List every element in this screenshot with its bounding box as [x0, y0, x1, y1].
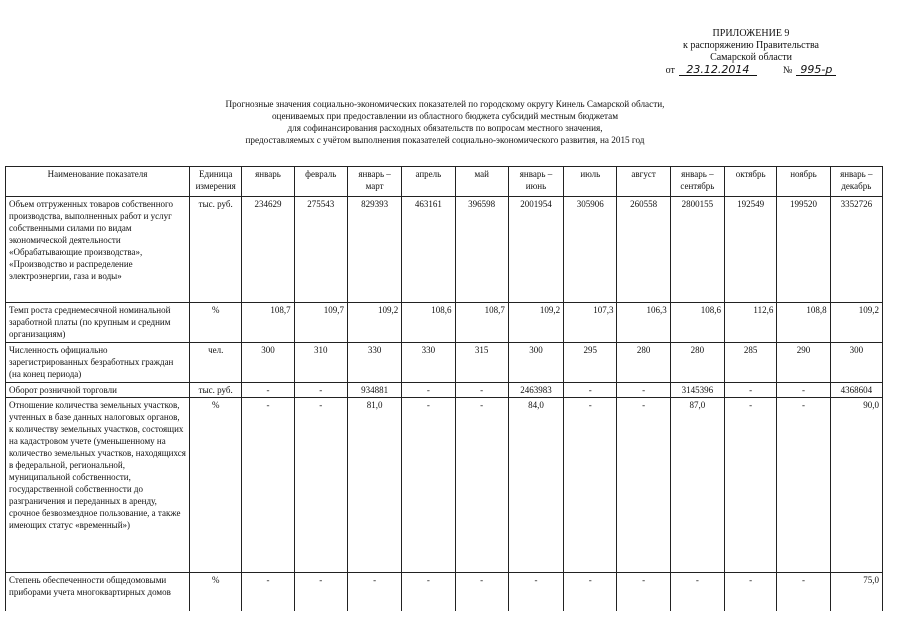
value-cell: -	[617, 573, 670, 611]
indicator-name: Численность официально зарегистрированных безработных граждан (на конец периода)	[6, 343, 190, 383]
value-cell: -	[455, 573, 508, 611]
value-cell: 4368604	[830, 383, 882, 398]
indicator-unit: %	[190, 398, 242, 573]
date-prefix: от	[665, 65, 675, 76]
value-cell: 108,6	[402, 303, 455, 343]
value-cell: 285	[725, 343, 777, 383]
value-cell: -	[294, 383, 347, 398]
value-cell: -	[564, 383, 617, 398]
table-row	[6, 197, 883, 303]
handwritten-date: 23.12.2014	[679, 64, 757, 76]
header-month: май	[455, 167, 508, 197]
value-cell: 109,2	[830, 303, 882, 343]
indicator-name: Оборот розничной торговли	[6, 383, 190, 398]
header-indicator-name: Наименование показателя	[6, 167, 190, 197]
value-cell: 108,7	[242, 303, 294, 343]
table-row	[6, 343, 883, 383]
table-row	[6, 303, 883, 343]
value-cell: 2001954	[508, 197, 563, 303]
indicator-name: Объем отгруженных товаров собственного производства, выполненных работ и услуг собственными силами по видам экономической деятельности «Обрабатывающие производства», «Производство и распределение электроэнергии, газа и воды»	[6, 197, 190, 303]
value-cell: 199520	[777, 197, 830, 303]
title-line-2: оцениваемых при предоставлении из областного бюджета субсидий местным бюджетам	[271, 111, 619, 121]
header-month: январь	[242, 167, 294, 197]
appendix-block	[640, 28, 862, 77]
value-cell: 2463983	[508, 383, 563, 398]
value-cell: 310	[294, 343, 347, 383]
value-cell: 300	[242, 343, 294, 383]
header-month: январь – март	[347, 167, 401, 197]
header-month: январь – сентябрь	[670, 167, 724, 197]
header-month: август	[617, 167, 670, 197]
indicator-unit: %	[190, 573, 242, 611]
value-cell: -	[725, 573, 777, 611]
value-cell: -	[294, 398, 347, 573]
value-cell: 87,0	[670, 398, 724, 573]
value-cell: -	[347, 573, 401, 611]
indicator-unit: %	[190, 303, 242, 343]
value-cell: 829393	[347, 197, 401, 303]
header-month: январь – июнь	[508, 167, 563, 197]
value-cell: 260558	[617, 197, 670, 303]
title-line-3: для софинансирования расходных обязательств по вопросам местного значения,	[287, 123, 603, 133]
value-cell: -	[242, 398, 294, 573]
value-cell: -	[564, 398, 617, 573]
value-cell: -	[402, 398, 455, 573]
value-cell: 396598	[455, 197, 508, 303]
value-cell: -	[294, 573, 347, 611]
value-cell: -	[617, 383, 670, 398]
title-line-4: предоставляемых с учётом выполнения показателей социально-экономического развития, на 2015 год	[245, 135, 645, 145]
value-cell: 107,3	[564, 303, 617, 343]
value-cell: 3145396	[670, 383, 724, 398]
value-cell: 81,0	[347, 398, 401, 573]
value-cell: -	[402, 383, 455, 398]
value-cell: -	[777, 383, 830, 398]
value-cell: 192549	[725, 197, 777, 303]
value-cell: -	[564, 573, 617, 611]
value-cell: -	[455, 383, 508, 398]
value-cell: 315	[455, 343, 508, 383]
appendix-reference: к распоряжению Правительства	[682, 40, 819, 51]
value-cell: 275543	[294, 197, 347, 303]
indicator-unit: чел.	[190, 343, 242, 383]
handwritten-number: 995-р	[796, 64, 836, 76]
title-line-1: Прогнозные значения социально-экономических показателей по городскому округу Кинель Самарской области,	[225, 99, 665, 109]
value-cell: 934881	[347, 383, 401, 398]
header-unit: Единица измерения	[190, 167, 242, 197]
value-cell: -	[508, 573, 563, 611]
value-cell: 106,3	[617, 303, 670, 343]
header-month: январь – декабрь	[830, 167, 882, 197]
value-cell: 108,7	[455, 303, 508, 343]
header-month: апрель	[402, 167, 455, 197]
value-cell: 300	[830, 343, 882, 383]
value-cell: 90,0	[830, 398, 882, 573]
value-cell: 109,7	[294, 303, 347, 343]
indicators-table	[5, 166, 883, 611]
value-cell: -	[777, 573, 830, 611]
value-cell: 234629	[242, 197, 294, 303]
value-cell: 280	[617, 343, 670, 383]
indicator-unit: тыс. руб.	[190, 197, 242, 303]
indicator-name: Отношение количества земельных участков, учтенных в базе данных налоговых органов, к количеству земельных участков, состоящих на кадастровом учете (уменьшенному на количество земельных участков, находящихся в федеральной, региональной, муниципальной собственности, государственной собственности до разграничения и переданных в аренду, срочное безвозмездное пользование, а также имеющих статус «временный»)	[6, 398, 190, 573]
value-cell: 2800155	[670, 197, 724, 303]
value-cell: 330	[402, 343, 455, 383]
table-row	[6, 573, 883, 611]
value-cell: 109,2	[508, 303, 563, 343]
table-header-row	[6, 167, 883, 197]
value-cell: -	[617, 398, 670, 573]
value-cell: -	[402, 573, 455, 611]
header-month: ноябрь	[777, 167, 830, 197]
value-cell: -	[242, 383, 294, 398]
value-cell: 84,0	[508, 398, 563, 573]
value-cell: 295	[564, 343, 617, 383]
header-month: февраль	[294, 167, 347, 197]
appendix-date-number-line	[640, 64, 862, 77]
value-cell: 290	[777, 343, 830, 383]
indicator-name: Темп роста среднемесячной номинальной заработной платы (по крупным и средним организациям)	[6, 303, 190, 343]
value-cell: 330	[347, 343, 401, 383]
header-month: октябрь	[725, 167, 777, 197]
number-prefix: №	[782, 65, 793, 76]
value-cell: -	[670, 573, 724, 611]
header-month: июль	[564, 167, 617, 197]
value-cell: -	[725, 383, 777, 398]
value-cell: 109,2	[347, 303, 401, 343]
value-cell: -	[455, 398, 508, 573]
value-cell: 108,6	[670, 303, 724, 343]
indicator-unit: тыс. руб.	[190, 383, 242, 398]
value-cell: 300	[508, 343, 563, 383]
table-row	[6, 398, 883, 573]
table-row	[6, 383, 883, 398]
value-cell: 463161	[402, 197, 455, 303]
value-cell: 112,6	[725, 303, 777, 343]
value-cell: 3352726	[830, 197, 882, 303]
appendix-title: ПРИЛОЖЕНИЕ 9	[712, 28, 790, 39]
value-cell: -	[777, 398, 830, 573]
value-cell: 108,8	[777, 303, 830, 343]
indicator-name: Степень обеспеченности общедомовыми приборами учета многоквартирных домов	[6, 573, 190, 611]
appendix-region: Самарской области	[710, 52, 792, 63]
document-title	[150, 98, 740, 146]
value-cell: -	[725, 398, 777, 573]
value-cell: 305906	[564, 197, 617, 303]
value-cell: -	[242, 573, 294, 611]
value-cell: 75,0	[830, 573, 882, 611]
value-cell: 280	[670, 343, 724, 383]
